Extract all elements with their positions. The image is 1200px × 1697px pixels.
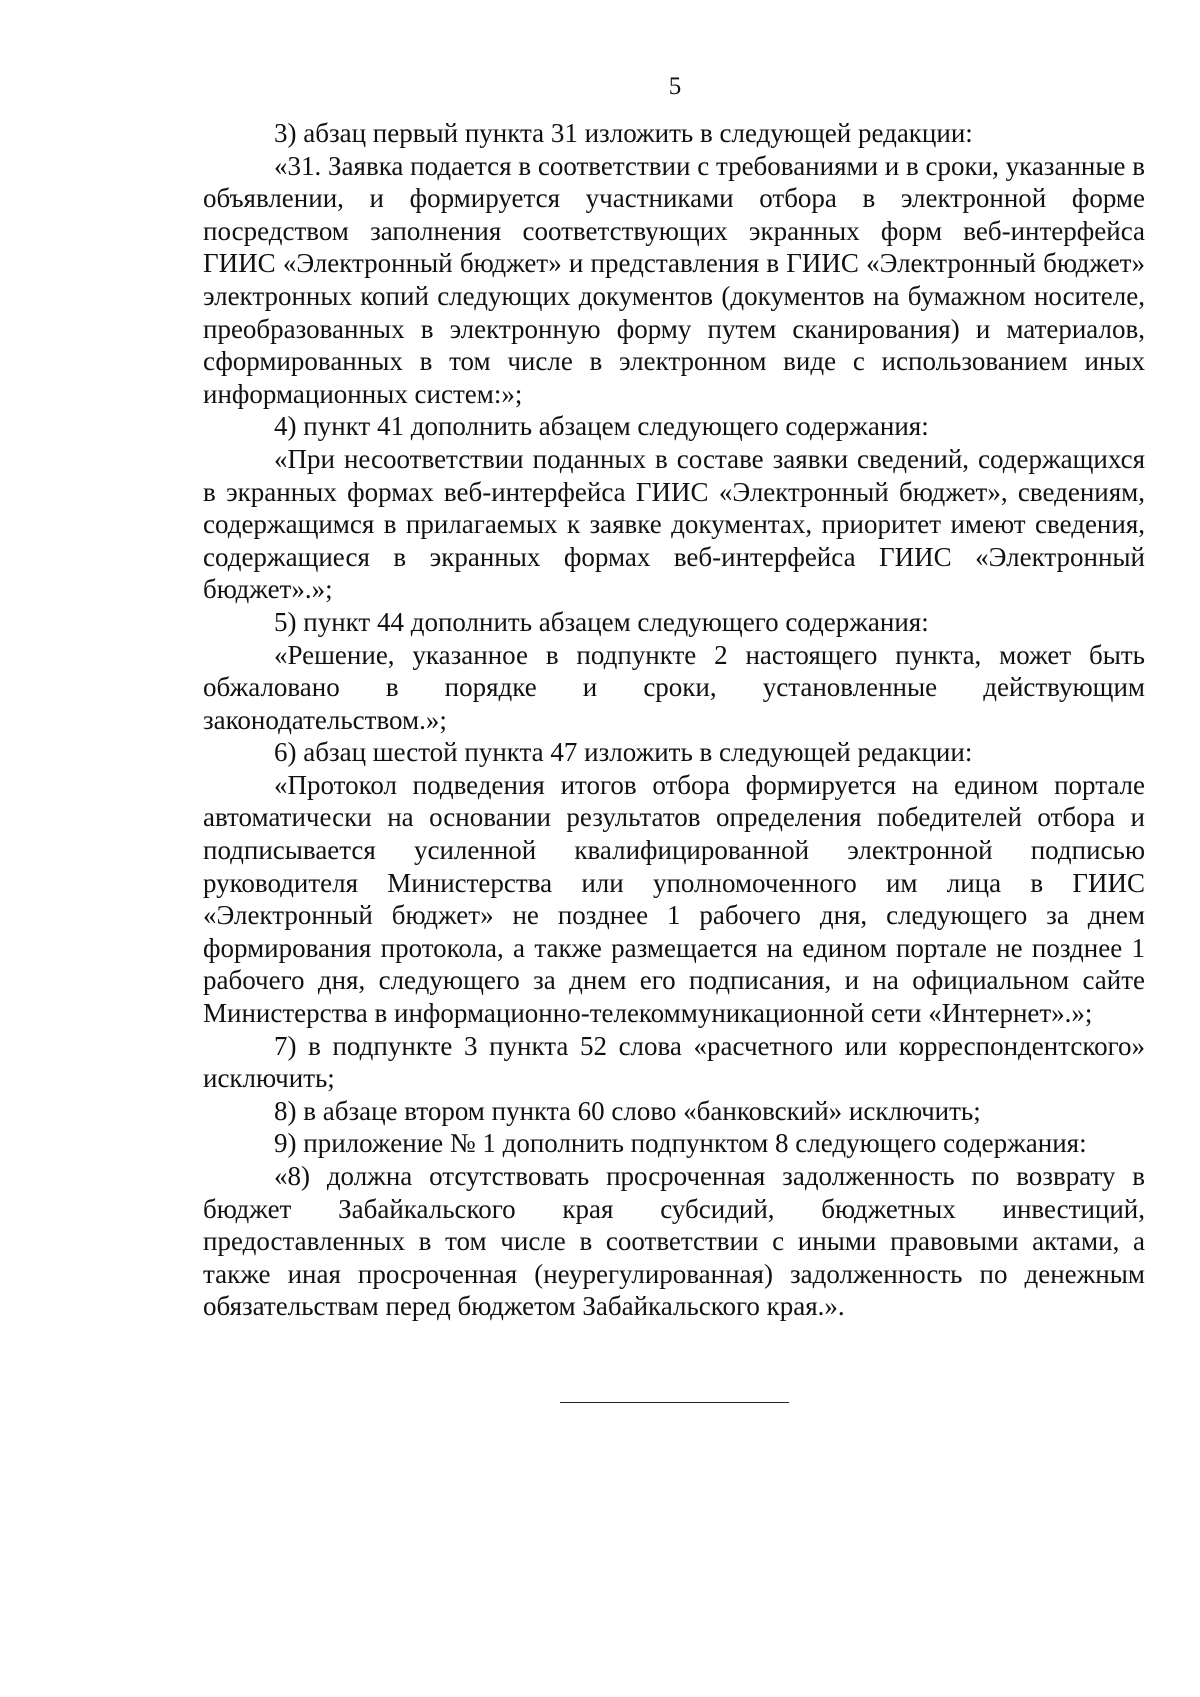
paragraph-item-6: 6) абзац шестой пункта 47 изложить в следующей редакции: bbox=[274, 737, 973, 768]
paragraph-quote-44: «Решение, указанное в подпункте 2 настоящего пункта, может быть обжаловано в порядке и сроки, установленные действующим законодательством.»; bbox=[203, 639, 1145, 735]
paragraph-quote-47: «Протокол подведения итогов отбора формируется на едином портале автоматически на основании результатов определения победителей отбора и подписывается усиленной квалифицированной электронной подписью руководителя Министерства или уполномоченного им лица в ГИИС «Электронный бюджет» не позднее 1 рабочего дня, следующего за днем формирования протокола, а также размещается на едином портале не позднее 1 рабочего дня, следующего за днем его подписания, и на официальном сайте Министерства в информационно-телекоммуникационной сети «Интернет».»; bbox=[203, 769, 1145, 1029]
paragraph-quote-41: «При несоответствии поданных в составе заявки сведений, содержащихся в экранных формах веб-интерфейса ГИИС «Электронный бюджет», сведениям, содержащимся в прилагаемых к заявке документах, приоритет имеют сведения, содержащиеся в экранных формах веб-интерфейса ГИИС «Электронный бюджет».»; bbox=[203, 443, 1145, 605]
paragraph-item-3: 3) абзац первый пункта 31 изложить в следующей редакции: bbox=[274, 118, 973, 148]
paragraph-item-7: 7) в подпункте 3 пункта 52 слова «расчетного или корреспондентского» исключить; bbox=[203, 1030, 1145, 1094]
paragraph-item-8: 8) в абзаце втором пункта 60 слово «банковский» исключить; bbox=[274, 1095, 981, 1126]
document-body bbox=[203, 117, 1145, 1323]
paragraph-quote-appendix: «8) должна отсутствовать просроченная задолженность по возврату в бюджет Забайкальского края субсидий, бюджетных инвестиций, предоставленных в том числе в соответствии с иными правовыми актами, а также иная просроченная (неурегулированная) задолженность по денежным обязательствам перед бюджетом Забайкальского края.». bbox=[203, 1161, 1145, 1322]
paragraph-item-9: 9) приложение № 1 дополнить подпунктом 8 следующего содержания: bbox=[274, 1128, 1087, 1159]
page-number: 5 bbox=[668, 73, 682, 100]
paragraph-item-5: 5) пункт 44 дополнить абзацем следующего содержания: bbox=[274, 606, 929, 637]
paragraph-item-4: 4) пункт 41 дополнить абзацем следующего содержания: bbox=[274, 411, 929, 442]
closing-divider-line bbox=[560, 1402, 789, 1403]
paragraph-quote-31: «31. Заявка подается в соответствии с требованиями и в сроки, указанные в объявлении, и формируется участниками отбора в электронной форме посредством заполнения соответствующих экранных форм веб-интерфейса ГИИС «Электронный бюджет» и представления в ГИИС «Электронный бюджет» электронных копий следующих документов (документов на бумажном носителе, преобразованных в электронную форму путем сканирования) и материалов, сформированных в том числе в электронном виде с использованием иных информационных систем:»; bbox=[203, 150, 1145, 409]
